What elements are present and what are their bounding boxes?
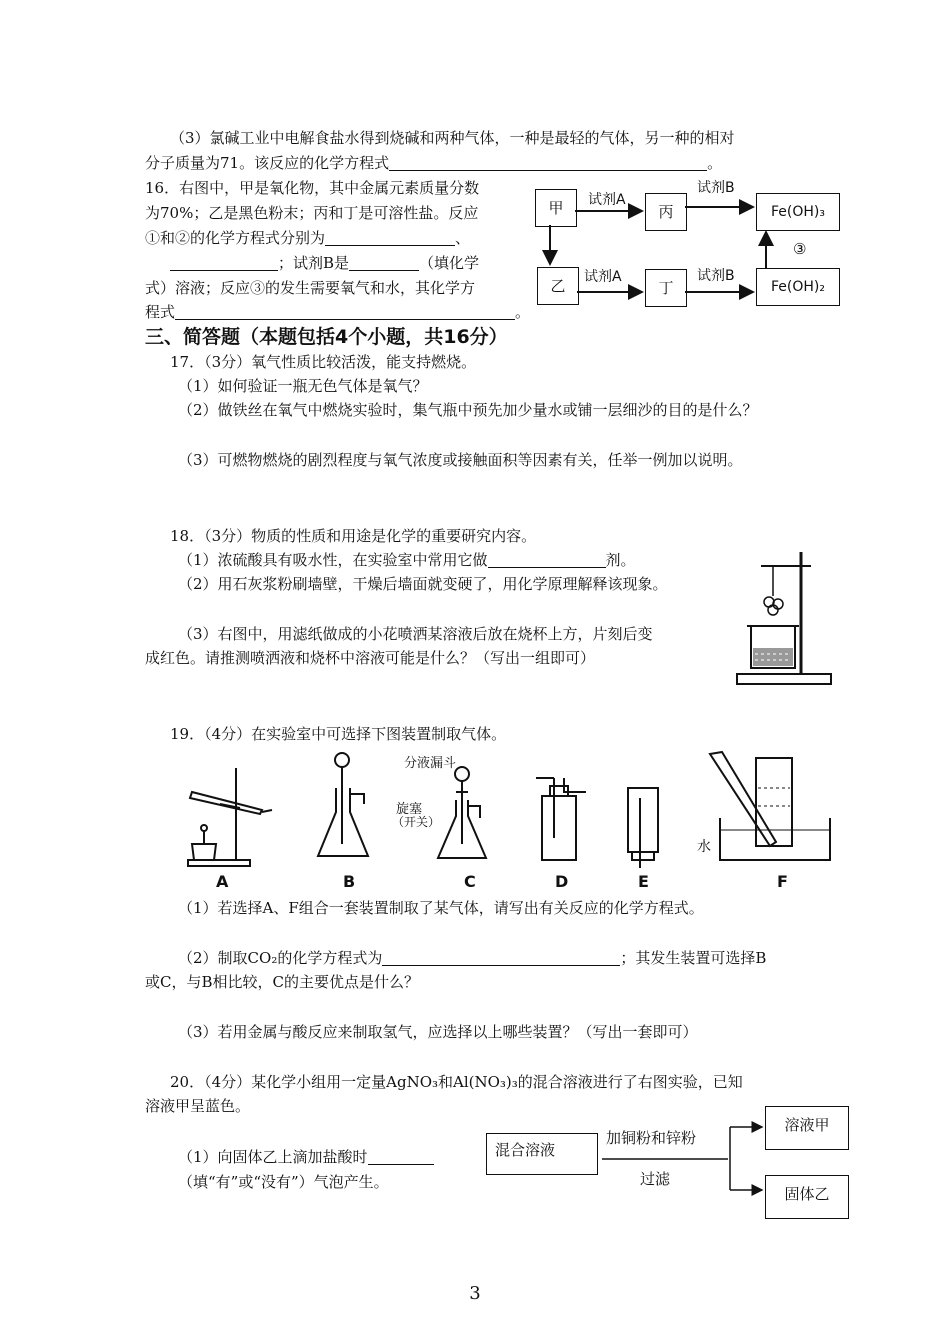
q19-part2a: （2）制取CO₂的化学方程式为 ；其发生装置可选择B [178, 949, 767, 967]
q20-stem1: 20．（4分）某化学小组用一定量AgNO₃和Al(NO₃)₃的混合溶液进行了右图实验，已知 [170, 1073, 743, 1091]
q17-part3: （3）可燃物燃烧的剧烈程度与氧气浓度或接触面积等因素有关，任举一例加以说明。 [178, 451, 743, 469]
label-add-cu-zn: 加铜粉和锌粉 [606, 1129, 697, 1147]
q16-line1: 16．右图中，甲是氧化物，其中金属元素质量分数 [145, 179, 480, 197]
label-filter: 过滤 [640, 1170, 671, 1188]
q19-part3: （3）若用金属与酸反应来制取氢气，应选择以上哪些装置？（写出一套即可） [178, 1023, 698, 1041]
label-valve: 旋塞 [396, 802, 423, 817]
q20-part1b: （填“有”或“没有”）气泡产生。 [178, 1173, 389, 1191]
label-reagent-a1: 试剂A [588, 192, 626, 208]
q18-part3a: （3）右图中，用滤纸做成的小花喷洒某溶液后放在烧杯上方，片刻后变 [178, 625, 653, 643]
q16-line5: 式）溶液；反应③的发生需要氧气和水，其化学方 [145, 279, 476, 297]
q20-part1a: （1）向固体乙上滴加盐酸时 [178, 1147, 434, 1167]
q17-part1: （1）如何验证一瓶无色气体是氧气？ [178, 377, 428, 395]
q16-line6: 程式 。 [145, 303, 531, 321]
q17-stem: 17．（3分）氧气性质比较活泼，能支持燃烧。 [170, 353, 477, 371]
box-feoh3: Fe(OH)₃ [756, 193, 840, 231]
label-a: A [216, 872, 229, 891]
box-solid-yi: 固体乙 [765, 1175, 849, 1219]
label-b: B [343, 872, 356, 891]
label-c: C [464, 872, 476, 891]
box-yi: 乙 [537, 267, 579, 305]
label-reagent-b2: 试剂B [697, 268, 735, 284]
label-f: F [777, 872, 788, 891]
label-separatory-funnel: 分液漏斗 [404, 756, 457, 771]
box-feoh2: Fe(OH)₂ [756, 268, 840, 306]
q15-3-line1: （3）氯碱工业中电解食盐水得到烧碱和两种气体，一种是最轻的气体，另一种的相对 [170, 129, 735, 147]
q17-part2: （2）做铁丝在氧气中燃烧实验时，集气瓶中预先加少量水或铺一层细沙的目的是什么？ [178, 401, 758, 419]
q16-line2: 为70%；乙是黑色粉末；丙和丁是可溶性盐。反应 [145, 204, 479, 222]
label-reagent-b1: 试剂B [697, 180, 735, 196]
q18-part3b: 成红色。请推测喷洒液和烧杯中溶液可能是什么？（写出一组即可） [145, 649, 596, 667]
box-bing: 丙 [645, 193, 687, 231]
box-mixed-solution: 混合溶液 [486, 1133, 598, 1175]
q16-line3: ①和②的化学方程式分别为 、 [145, 229, 471, 247]
label-d: D [555, 872, 569, 891]
label-reaction-3: ③ [793, 240, 807, 258]
q16-line4: ；试剂B是 （填化学 [170, 253, 479, 273]
page-number: 3 [469, 1283, 481, 1304]
q18-part1: （1）浓硫酸具有吸水性，在实验室中常用它做 剂。 [178, 551, 636, 569]
q19-stem: 19．（4分）在实验室中可选择下图装置制取气体。 [170, 725, 507, 743]
box-ding: 丁 [645, 269, 687, 307]
q19-part2b: 或C，与B相比较，C的主要优点是什么？ [145, 973, 419, 991]
q18-stem: 18．（3分）物质的性质和用途是化学的重要研究内容。 [170, 527, 537, 545]
label-switch: （开关） [392, 815, 441, 829]
box-jia: 甲 [535, 189, 577, 227]
q15-3-line2: 分子质量为71。该反应的化学方程式 。 [145, 154, 723, 172]
label-reagent-a2: 试剂A [584, 269, 622, 285]
label-water: 水 [697, 839, 711, 855]
box-solution-jia: 溶液甲 [765, 1106, 849, 1150]
section-3-title: 三、简答题（本题包括4个小题，共16分） [145, 326, 508, 348]
q19-part1: （1）若选择A、F组合一套装置制取了某气体，请写出有关反应的化学方程式。 [178, 899, 704, 917]
label-e: E [638, 872, 649, 891]
q18-part2: （2）用石灰浆粉刷墙壁，干燥后墙面就变硬了，用化学原理解释该现象。 [178, 575, 668, 593]
q20-stem2: 溶液甲呈蓝色。 [145, 1097, 251, 1115]
